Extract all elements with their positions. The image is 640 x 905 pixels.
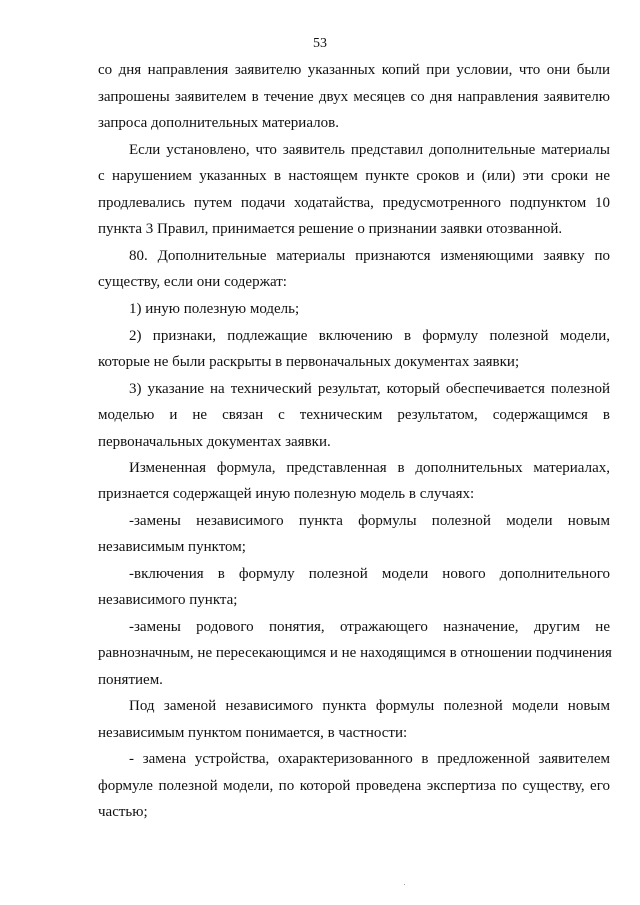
text-line: формуле полезной модели, по которой проведена экспертиза по существу, его <box>98 778 610 794</box>
text-line: независимого пункта; <box>98 592 238 608</box>
text-line: пункта 3 Правил, принимается решение о признании заявки отозванной. <box>98 221 563 237</box>
text-line: запрошены заявителем в течение двух месяцев со дня направления заявителю <box>98 89 610 105</box>
text-line: признается содержащей иную полезную модель в случаях: <box>98 486 475 502</box>
text-line: запроса дополнительных материалов. <box>98 115 339 131</box>
list-item: -замены родового понятия, отражающего назначение, другим не <box>129 619 610 635</box>
text-line: равнозначным, не пересекающимся и не находящимся в отношении подчинения <box>98 645 612 661</box>
paragraph-first-line: Если установлено, что заявитель представил дополнительные материалы <box>129 142 610 158</box>
list-item: 2) признаки, подлежащие включению в формулу полезной модели, <box>129 328 610 344</box>
text-line: которые не были раскрыты в первоначальных документах заявки; <box>98 354 520 370</box>
list-item: 3) указание на технический результат, который обеспечивается полезной <box>129 381 610 397</box>
scan-speck <box>404 884 405 885</box>
text-line: первоначальных документах заявки. <box>98 434 331 450</box>
paragraph-first-line: Под заменой независимого пункта формулы полезной модели новым <box>129 698 610 714</box>
text-line: существу, если они содержат: <box>98 274 287 290</box>
paragraph-first-line: 80. Дополнительные материалы признаются изменяющими заявку по <box>129 248 610 264</box>
text-line: независимым пунктом; <box>98 539 246 555</box>
list-item: 1) иную полезную модель; <box>129 301 300 317</box>
list-item: - замена устройства, охарактеризованного в предложенной заявителем <box>129 751 610 767</box>
text-line: независимым пунктом понимается, в частности: <box>98 725 408 741</box>
text-line: моделью и не связан с техническим результатом, содержащимся в <box>98 407 610 423</box>
text-line: с нарушением указанных в настоящем пункте сроков и (или) эти сроки не <box>98 168 610 184</box>
text-line: продлевались путем подачи ходатайства, предусмотренного подпунктом 10 <box>98 195 610 211</box>
list-item: -включения в формулу полезной модели нового дополнительного <box>129 566 610 582</box>
paragraph-first-line: Измененная формула, представленная в дополнительных материалах, <box>129 460 610 476</box>
text-line: частью; <box>98 804 148 820</box>
list-item: -замены независимого пункта формулы полезной модели новым <box>129 513 610 529</box>
text-line: понятием. <box>98 672 163 688</box>
text-line: со дня направления заявителю указанных копий при условии, что они были <box>98 62 610 78</box>
page-number: 53 <box>313 36 327 51</box>
